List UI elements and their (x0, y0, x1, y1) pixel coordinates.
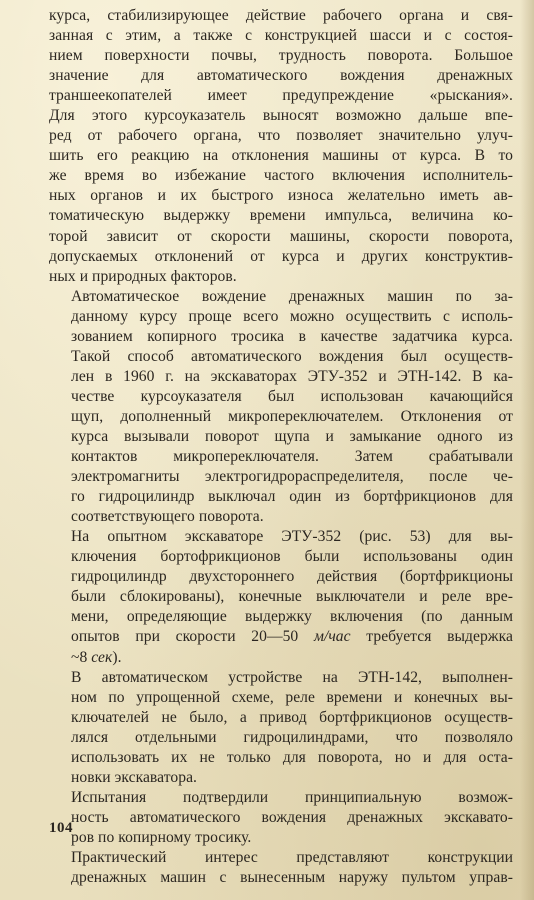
text-line: мени, определяющие выдержку включения (по данным (71, 608, 513, 626)
text-line: ред от рабочего органа, что позволяет значительно улуч- (49, 127, 513, 145)
text-line: ключателей не было, а привод бортфрикционов осуществ- (71, 708, 513, 726)
text-line: щуп, дополненный микропереключателем. Отклонения от (71, 407, 513, 425)
text-line: шить его реакцию на отклонения машины от курса. В то (49, 147, 513, 165)
text-line: траншеекопателей имеет предупреждение «рыскания». (49, 87, 513, 105)
text-line: ных органов и их быстрого износа желательно иметь ав- (49, 187, 513, 205)
text-line: ключения бортофрикционов были использованы один (71, 548, 513, 566)
paragraph (49, 287, 513, 528)
text-line: были сблокированы), конечные выключатели и реле вре- (71, 588, 513, 606)
text-line: курса вызывали поворот щупа и замыкание одного из (71, 427, 513, 445)
text-line: Такой способ автоматического вождения был осуществ- (71, 347, 513, 365)
text-line: ном по упрощенной схеме, реле времени и конечных вы- (71, 688, 513, 706)
text-line: В автоматическом устройстве на ЭТН-142, выполнен- (71, 668, 513, 686)
text-line: зованием копирного тросика в качестве задатчика курса. (71, 327, 513, 345)
text-line: лялся отдельными гидроцилиндрами, что позволяло (71, 728, 513, 746)
paragraph (49, 668, 513, 788)
text-line: Автоматическое вождение дренажных машин по за- (71, 287, 513, 305)
text-line: лен в 1960 г. на экскаваторах ЭТУ-352 и ЭТН-142. В ка- (71, 367, 513, 385)
text-line: На опытном экскаваторе ЭТУ-352 (рис. 53) для вы- (71, 528, 513, 546)
body-text (49, 6, 513, 888)
text-line: новки экскаватора. (71, 768, 197, 786)
text-line: данному курсу проще всего можно осуществить с исполь- (71, 307, 513, 325)
text-line: дренажных машин с вынесенным наружу пультом управ- (71, 869, 513, 887)
text-line: соответствующего поворота. (71, 508, 264, 526)
text-line: томатическую выдержку времени импульса, величина ко- (49, 207, 513, 225)
text-line: честве курсоуказателя был использован качающийся (71, 387, 513, 405)
text-line: допускаемых отклонений от курса и других конструктив- (49, 247, 513, 265)
text-line: торой зависит от скорости машины, скорости поворота, (49, 227, 513, 245)
text-line: го гидроцилиндр выключал один из бортфрикционов для (71, 488, 513, 506)
text-line: ~8 сек). (71, 648, 122, 666)
paragraph (49, 788, 513, 848)
text-line: Для этого курсоуказатель выносят возможно дальше впе- (49, 107, 513, 125)
text-line: контактов микропереключателя. Затем срабатывали (71, 448, 513, 466)
text-line: гидроцилиндр двухстороннего действия (бортфрикционы (71, 568, 513, 586)
text-line: использовать их не только для поворота, но и для оста- (71, 748, 513, 766)
text-line: Практический интерес представляют конструкции (71, 848, 513, 866)
page-number: 104 (49, 820, 73, 836)
text-line: курса, стабилизирующее действие рабочего органа и свя- (49, 7, 513, 24)
paragraph (49, 848, 513, 888)
text-line: нием поверхности почвы, трудность поворота. Большое (49, 47, 513, 65)
paragraph (49, 527, 513, 667)
text-line: занная с этим, а также с конструкцией шасси и с состоя- (49, 27, 513, 45)
page-edge-shadow (520, 0, 534, 900)
text-line: электромагниты электрогидрораспределителя, после че- (71, 468, 513, 486)
text-line: ность автоматического вождения дренажных экскавато- (71, 808, 513, 826)
text-line: ров по копирному тросику. (71, 828, 252, 846)
paragraph (49, 6, 513, 287)
text-line: значение для автоматического вождения дренажных (49, 67, 513, 85)
page-body (49, 6, 513, 888)
text-line: же время во избежание частого включения исполнитель- (49, 167, 513, 185)
text-line: ных и природных факторов. (49, 267, 237, 285)
text-line: Испытания подтвердили принципиальную возмож- (71, 788, 513, 806)
text-line: опытов при скорости 20—50 м/час требуется выдержка (71, 628, 513, 646)
